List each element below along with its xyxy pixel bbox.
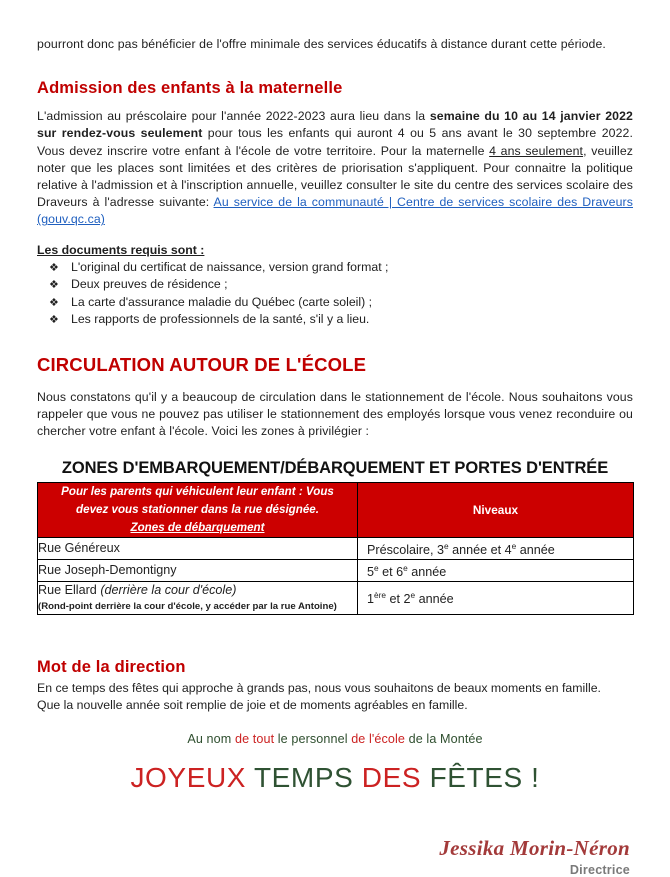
levels-sup1: e — [444, 540, 449, 551]
diamond-bullet-icon: ❖ — [49, 296, 59, 309]
levels-part3: année — [516, 542, 555, 557]
greeting-seg-des: DES — [361, 761, 430, 793]
table-row — [38, 537, 634, 559]
signer-role: Directrice — [569, 862, 630, 877]
greeting-seg-joyeux: JOYEUX — [130, 761, 254, 793]
sig-seg-4: de l'école — [351, 731, 409, 746]
list-item-label: L'original du certificat de naissance, version grand format ; — [71, 259, 389, 274]
header-left-line1: Pour les parents qui véhiculent leur enfant : Vous — [61, 484, 334, 498]
zones-table — [37, 482, 634, 615]
levels-sup1: ère — [374, 590, 387, 601]
diamond-bullet-icon: ❖ — [49, 261, 59, 274]
circulation-paragraph: Nous constatons qu'il y a beaucoup de circulation dans le stationnement de l'école. Nous souhaitons vous rappeler que vous ne pouvez pas utiliser le stationnement des employés lorsque vous venez reconduire ou chercher votre enfant à l'école. Voici les zones à privilégier : — [37, 390, 633, 439]
list-item — [49, 276, 633, 294]
diamond-bullet-icon: ❖ — [49, 314, 59, 327]
heading-mot-de-la-direction: Mot de la direction — [37, 657, 186, 676]
list-item — [49, 294, 633, 312]
table-cell-levels — [358, 537, 634, 559]
street-name: Rue Joseph-Demontigny — [38, 562, 177, 577]
direction-line-1: En ce temps des fêtes qui approche à grands pas, nous vous souhaitons de beaux moments en famille. — [37, 680, 601, 695]
admission-text-c: , veuillez noter que les places sont limitées et des critères de priorisation s'appliquent. Pour connaitre la politique relative à l'admission et à l'inscription annuelle, veuillez consulter le site du centre des services scolaire des Draveurs à l'adresse suivante: — [37, 143, 634, 210]
levels-part1: 1 — [367, 592, 375, 607]
table-header-cell-zones — [38, 482, 358, 537]
levels-sup2: e — [410, 590, 416, 601]
signer-name: Jessika Morin-Néron — [439, 835, 630, 860]
street-subnote: (Rond-point derrière la cour d'école, y accéder par la rue Antoine) — [38, 600, 337, 612]
list-item — [49, 259, 633, 277]
street-name: Rue Généreux — [38, 540, 120, 555]
table-cell-street — [38, 537, 358, 559]
admission-bold-dates: semaine du 10 au 14 janvier 2022 sur rendez-vous seulement — [37, 109, 633, 141]
heading-admission: Admission des enfants à la maternelle — [37, 79, 343, 98]
street-name-note: (derrière la cour d'école) — [100, 582, 237, 597]
table-cell-street — [38, 559, 358, 581]
sig-seg-5: de la Montée — [408, 731, 483, 746]
list-item — [49, 311, 633, 329]
street-name: Rue Ellard — [38, 582, 101, 597]
admission-text-b: pour tous les enfants qui auront 4 ou 5 ans avant le 30 septembre 2022. Vous devez inscrire votre enfant à l'école de votre territoire. Pour la maternelle — [37, 126, 633, 158]
documents-required-title: Les documents requis sont : — [37, 242, 205, 257]
table-header-row — [38, 482, 634, 537]
levels-sup2: e — [403, 562, 408, 573]
admission-text-a: L'admission au préscolaire pour l'année 2022-2023 aura lieu dans la — [37, 109, 430, 124]
direction-line-2: Que la nouvelle année soit remplie de joie et de moments agréables en famille. — [37, 697, 468, 712]
diamond-bullet-icon: ❖ — [49, 279, 59, 292]
zones-table-title: ZONES D'EMBARQUEMENT/DÉBARQUEMENT ET PORTES D'ENTRÉE — [61, 458, 609, 477]
table-row — [38, 559, 634, 581]
signoff-block — [37, 794, 633, 877]
levels-part2: année et 4 — [448, 542, 512, 557]
levels-sup2: e — [511, 540, 517, 551]
greeting-seg-temps: TEMPS — [253, 761, 362, 793]
list-item-label: Deux preuves de résidence ; — [71, 277, 228, 292]
levels-part3: année — [407, 564, 447, 579]
greeting-seg-fetes: FÊTES ! — [429, 761, 540, 793]
levels-sup1: e — [374, 562, 379, 573]
direction-message-block — [37, 615, 633, 714]
staff-signature-line — [37, 714, 633, 746]
levels-part3: année — [415, 592, 454, 607]
heading-circulation: CIRCULATION AUTOUR DE L'ÉCOLE — [37, 354, 367, 375]
table-cell-levels — [358, 581, 634, 614]
sig-seg-3: le personnel — [277, 731, 352, 746]
sig-seg-2: de tout — [234, 731, 278, 746]
csd-website-link[interactable]: Au service de la communauté | Centre de services scolaire des Draveurs (gouv.qc.ca) — [37, 195, 633, 227]
table-header-cell-niveaux: Niveaux — [358, 482, 634, 537]
sig-seg-1: Au nom — [187, 731, 235, 746]
levels-part1: Préscolaire, 3 — [367, 542, 444, 557]
admission-underline-4ans: 4 ans seulement — [489, 143, 584, 158]
list-item-label: Les rapports de professionnels de la santé, s'il y a lieu. — [71, 312, 370, 327]
table-row — [38, 581, 634, 614]
documents-required-list — [37, 259, 633, 329]
table-cell-levels — [358, 559, 634, 581]
table-cell-street — [38, 581, 358, 614]
intro-paragraph: pourront donc pas bénéficier de l'offre minimale des services éducatifs à distance durant cette période. — [37, 37, 606, 51]
levels-part1: 5 — [367, 564, 375, 579]
header-left-line3: Zones de débarquement — [130, 520, 265, 534]
holiday-greeting — [37, 746, 633, 794]
header-left-line2: devez vous stationner dans la rue désignée. — [76, 502, 319, 516]
list-item-label: La carte d'assurance maladie du Québec (carte soleil) ; — [71, 294, 373, 309]
levels-part2: et 2 — [386, 592, 411, 607]
admission-paragraph — [37, 108, 633, 228]
levels-part2: et 6 — [378, 564, 404, 579]
